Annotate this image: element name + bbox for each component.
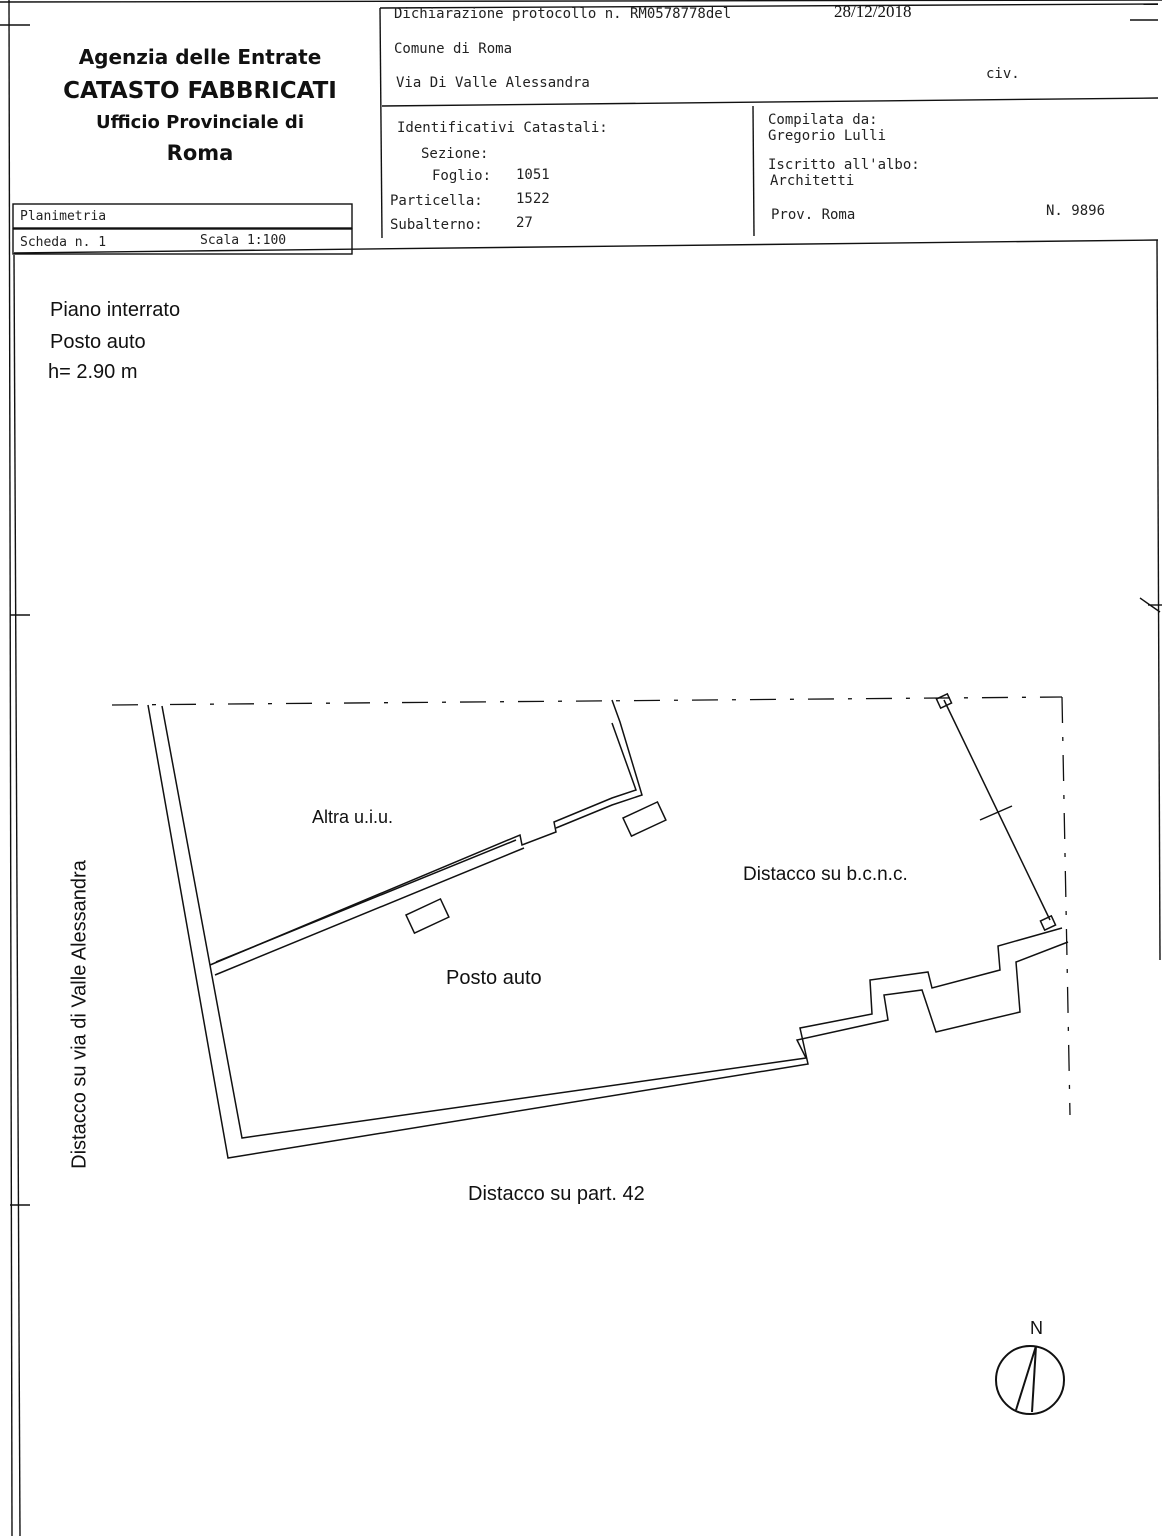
pillar-1 xyxy=(623,802,666,836)
subalterno-label: Subalterno: xyxy=(390,217,483,233)
boundary-right xyxy=(1062,697,1070,1115)
sezione-label: Sezione: xyxy=(421,146,489,162)
agency-name: Agenzia delle Entrate xyxy=(78,45,322,69)
del-label: del xyxy=(705,6,732,22)
particella-value: 1522 xyxy=(516,191,550,207)
inner-wall xyxy=(162,706,1068,1138)
pillar-2 xyxy=(406,899,449,933)
catasto-title: CATASTO FABBRICATI xyxy=(63,78,337,104)
altra-uiu-label: Altra u.i.u. xyxy=(312,807,394,827)
page-border-right xyxy=(1157,240,1160,960)
compilata-name: Gregorio Lulli xyxy=(768,128,887,144)
altezza-label: h= 2.90 m xyxy=(48,361,138,383)
diagonal-line xyxy=(944,700,1050,920)
north-compass xyxy=(996,1346,1064,1414)
distacco-via-label: Distacco su via di Valle Alessandra xyxy=(68,860,91,1169)
identificativi-title: Identificativi Catastali: xyxy=(397,120,608,136)
subalterno-value: 27 xyxy=(516,215,533,231)
page-border-top xyxy=(0,0,1162,2)
planimetria-label: Planimetria xyxy=(20,209,107,224)
indirizzo-line: Via Di Valle Alessandra xyxy=(396,75,590,91)
scala-label: Scala 1:100 xyxy=(200,233,287,248)
particella-label: Particella: xyxy=(390,193,483,209)
dichiarazione-line xyxy=(394,6,731,22)
distacco-bcnc-label: Distacco su b.c.n.c. xyxy=(743,864,908,885)
dichiarazione-text: Dichiarazione protocollo n. RM0578778 xyxy=(394,6,706,22)
iscritto-label: Iscritto all'albo: xyxy=(768,157,920,173)
iscritto-value: Architetti xyxy=(770,173,855,189)
protocol-date: 28/12/2018 xyxy=(834,2,912,21)
posto-auto-label: Posto auto xyxy=(446,967,542,989)
compass-circle xyxy=(996,1346,1064,1414)
north-label: N xyxy=(1030,1318,1043,1338)
header-divider-mid xyxy=(382,98,1158,106)
civ-label: civ. xyxy=(986,66,1020,82)
partition-upper xyxy=(216,700,642,962)
page-border-left xyxy=(9,0,12,1536)
ufficio-label: Ufficio Provinciale di xyxy=(95,112,304,133)
outer-wall xyxy=(148,705,1062,1158)
prov-label: Prov. Roma xyxy=(771,207,856,223)
compilata-label: Compilata da: xyxy=(768,112,878,128)
foglio-value: 1051 xyxy=(516,167,550,183)
foglio-label: Foglio: xyxy=(432,168,492,184)
header-divider-vertical xyxy=(380,8,382,238)
tipo-label: Posto auto xyxy=(50,331,146,353)
partition-inner xyxy=(215,848,524,975)
piano-label: Piano interrato xyxy=(50,299,181,321)
comune-line: Comune di Roma xyxy=(394,41,513,57)
distacco-part-label: Distacco su part. 42 xyxy=(468,1183,645,1205)
page-border-left-inner xyxy=(14,255,20,1536)
header-divider-right xyxy=(753,106,754,236)
body-top-line xyxy=(14,240,1158,253)
boundary-top xyxy=(112,697,1062,705)
numero-label: N. 9896 xyxy=(1046,203,1106,219)
ufficio-city: Roma xyxy=(166,141,234,165)
scheda-label: Scheda n. 1 xyxy=(20,235,107,250)
